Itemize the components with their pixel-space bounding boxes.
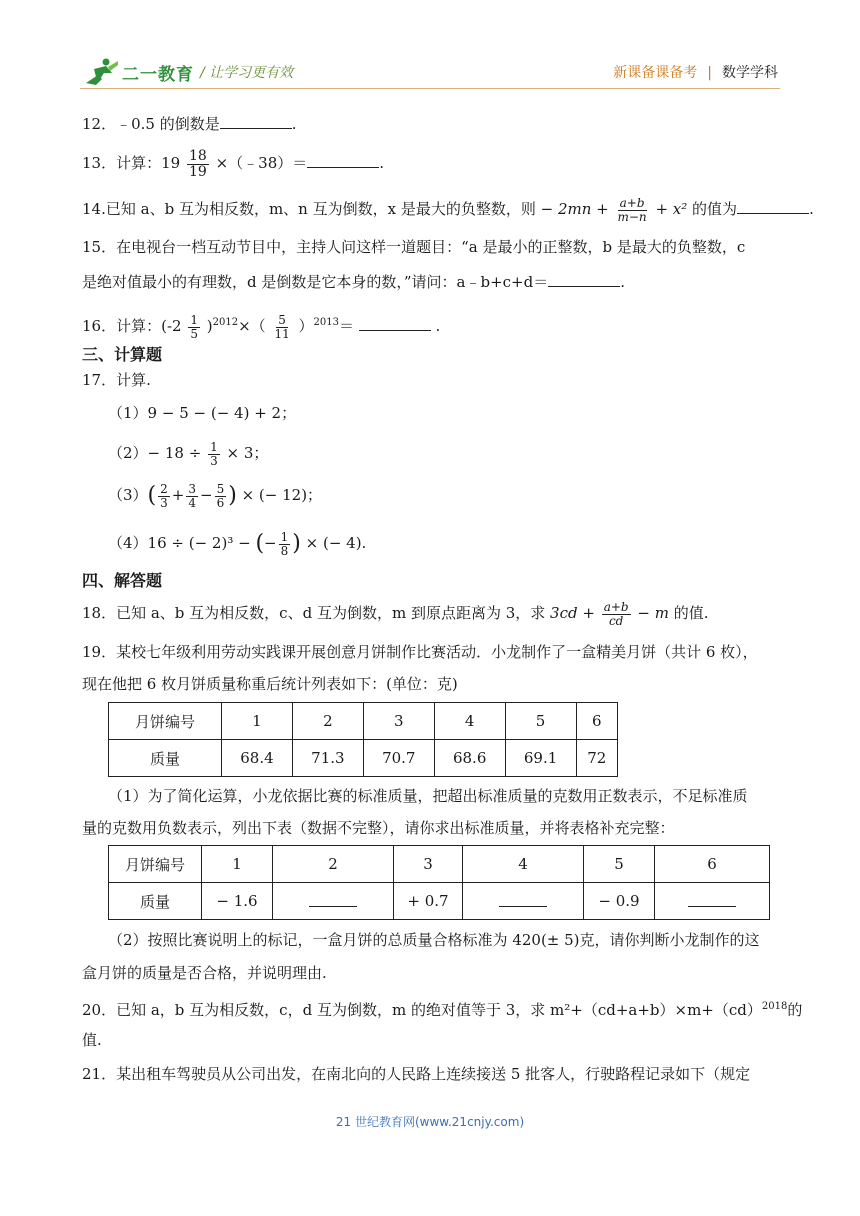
q21-number: 21． xyxy=(82,1065,117,1083)
table-cell: 月饼编号 xyxy=(109,703,222,740)
q16-mid3: ） xyxy=(298,317,314,335)
question-17 xyxy=(82,370,151,390)
answer-blank[interactable] xyxy=(688,892,736,907)
section-4-heading: 四、解答题 xyxy=(82,571,163,590)
q17-item-3-f2d: 4 xyxy=(188,495,196,510)
q17-item-3-f1d: 3 xyxy=(160,495,168,510)
table-row xyxy=(109,883,770,920)
q19-p2-line1: （2）按照比赛说明上的标记，一盒月饼的总质量合格标准为 420(± 5)克，请你判断小龙制作的这 xyxy=(108,931,760,949)
q16-exp2: 2013 xyxy=(313,317,339,328)
q17-item-1 xyxy=(108,403,296,423)
section-3-heading: 三、计算题 xyxy=(82,345,163,364)
logo xyxy=(84,57,194,87)
q16-exp1: 2012 xyxy=(212,317,239,328)
table-cell: 4 xyxy=(463,846,584,883)
q17-item-2 xyxy=(108,436,268,470)
q15-number: 15． xyxy=(82,238,117,256)
q14-frac-num: a+b xyxy=(619,195,645,210)
question-12 xyxy=(82,112,297,134)
table-row xyxy=(109,703,618,740)
q18-frac-num: a+b xyxy=(603,599,629,614)
table-cell: 70.7 xyxy=(363,740,434,777)
q14-number: 14. xyxy=(82,200,106,218)
q17-number: 17． xyxy=(82,371,117,389)
header-right xyxy=(613,62,778,82)
q19-p2-line2: 盒月饼的质量是否合格，并说明理由. xyxy=(82,964,327,982)
table-cell: 5 xyxy=(505,703,576,740)
q17-item-3-op1: + xyxy=(171,486,185,504)
q17-item-4-label: （4） xyxy=(108,534,148,552)
table-cell: − 0.9 xyxy=(584,883,655,920)
table-cell: 2 xyxy=(292,703,363,740)
q16-f1-num: 1 xyxy=(190,312,198,327)
q16-post: ＝ xyxy=(338,317,354,335)
table-cell: 6 xyxy=(655,846,770,883)
question-19-cont xyxy=(82,674,458,694)
q16-mid1: ) xyxy=(206,317,213,335)
question-16 xyxy=(82,306,440,343)
slogan: / 让学习更有效 xyxy=(200,65,294,81)
table-cell: 69.1 xyxy=(505,740,576,777)
question-15-cont xyxy=(82,270,625,292)
q17-item-1-label: （1） xyxy=(108,404,148,422)
q15-line1: 在电视台一档互动节目中，主持人问这样一道题目：“a 是最小的正整数，b 是最大的负整数，c xyxy=(116,238,746,256)
table-cell: 月饼编号 xyxy=(109,846,202,883)
table-cell: 质量 xyxy=(109,740,222,777)
answer-blank[interactable] xyxy=(309,892,357,907)
q17-item-3-frac-1 xyxy=(158,483,170,510)
q16-number: 16． xyxy=(82,317,117,335)
q14-answer-blank[interactable] xyxy=(737,197,809,214)
q16-answer-blank[interactable] xyxy=(359,314,431,331)
q16-f2-num: 5 xyxy=(278,312,286,327)
table-cell: 6 xyxy=(576,703,617,740)
table-row xyxy=(109,846,770,883)
q17-item-4-fn: 1 xyxy=(280,529,289,544)
q14-expr-a: − 2mn + xyxy=(540,200,609,218)
q18-number: 18． xyxy=(82,604,117,622)
q14-fraction xyxy=(616,197,649,224)
q17-item-3-f1n: 2 xyxy=(160,481,168,496)
table-row xyxy=(109,740,618,777)
mooncake-mass-table xyxy=(108,702,618,777)
question-14 xyxy=(82,192,814,226)
q13-post: ×（﹣38）＝ xyxy=(215,154,308,172)
q13-frac-num: 18 xyxy=(188,147,207,164)
question-13 xyxy=(82,146,384,180)
q15-answer-blank[interactable] xyxy=(548,270,620,287)
table-cell: 1 xyxy=(222,703,293,740)
question-20 xyxy=(82,997,802,1020)
q13-frac-den: 19 xyxy=(188,163,207,180)
q17-item-3-frac-3 xyxy=(215,483,227,510)
q21-line1: 某出租车驾驶员从公司出发，在南北向的人民路上连续接送 5 批客人，行驶路程记录如下（规定 xyxy=(116,1065,751,1083)
q16-mid2: ×（ xyxy=(238,317,266,335)
q19-line1: 某校七年级利用劳动实践课开展创意月饼制作比赛活动．小龙制作了一盒精美月饼（共计 6 枚）， xyxy=(116,643,758,661)
table-cell-blank[interactable] xyxy=(655,883,770,920)
q17-item-3-frac-2 xyxy=(186,483,198,510)
q12-end: . xyxy=(291,115,297,133)
q17-item-2-post: × 3； xyxy=(226,444,269,462)
q18-frac-den: cd xyxy=(608,613,624,628)
question-21 xyxy=(82,1064,750,1084)
table-cell: 4 xyxy=(434,703,505,740)
q17-item-3-f2n: 3 xyxy=(188,481,196,496)
q15-end: . xyxy=(620,273,626,291)
q19-part2-cont xyxy=(82,963,327,983)
q16-f2-den: 11 xyxy=(274,326,290,341)
q19-part2 xyxy=(108,930,760,950)
q18-expr-a: 3cd + xyxy=(550,604,595,622)
q12-number: 12． xyxy=(82,115,117,133)
q13-fraction xyxy=(187,149,209,180)
table-cell: + 0.7 xyxy=(394,883,463,920)
table-cell-blank[interactable] xyxy=(273,883,394,920)
table-cell: 5 xyxy=(584,846,655,883)
q16-f1-den: 5 xyxy=(190,326,198,341)
q17-item-3-f3n: 5 xyxy=(216,481,225,496)
q17-item-3: （3）( $\frac{2}{3}$ + $\frac{3}{4}$ − $\frac{5}{6}$ ) × (− 12)； xyxy=(108,481,323,510)
q15-line2: 是绝对值最小的有理数，d 是倒数是它本身的数，”请问：a﹣b+c+d＝ xyxy=(82,273,549,291)
q17-item-2-fraction xyxy=(208,441,220,468)
q17-item-4-post: × (− 4). xyxy=(305,534,367,552)
q17-item-3-op2: − xyxy=(200,486,213,504)
q16-end: . xyxy=(435,317,441,335)
table-cell: 3 xyxy=(394,846,463,883)
footer: 21 世纪教育网(www.21cnjy.com) xyxy=(335,1115,525,1129)
q19-part1-cont xyxy=(82,818,675,838)
q18-post: 的值. xyxy=(673,604,709,622)
q16-fraction-1 xyxy=(188,314,200,341)
q16-fraction-2 xyxy=(272,314,291,341)
q13-pre: 计算：19 xyxy=(116,154,181,172)
q17-item-3-f3d: 6 xyxy=(216,495,225,510)
table-cell: 72 xyxy=(576,740,617,777)
q17-item-4-fraction xyxy=(279,531,291,558)
q12-answer-blank[interactable] xyxy=(220,112,292,129)
table-cell: 71.3 xyxy=(292,740,363,777)
q13-number: 13． xyxy=(82,154,117,172)
q20-exp: 2018 xyxy=(761,1001,788,1012)
question-20-cont xyxy=(82,1030,102,1050)
question-18 xyxy=(82,596,709,630)
q14-post: 的值为 xyxy=(692,200,738,218)
q13-end: . xyxy=(379,154,385,172)
table-cell: 2 xyxy=(273,846,394,883)
q17-item-4-fd: 8 xyxy=(280,543,289,558)
q14-expr-b: + x² xyxy=(655,200,688,218)
q17-item-4-pre: 16 ÷ (− 2)³ − xyxy=(147,534,251,552)
question-19 xyxy=(82,642,758,662)
q17-item-4: （4）16 ÷ (− 2)³ − (− $\frac{1}{8}$ ) × (− 4). xyxy=(108,529,367,558)
table-cell: − 1.6 xyxy=(202,883,273,920)
q14-pre: 已知 a、b 互为相反数，m、n 互为倒数，x 是最大的负整数，则 xyxy=(105,200,536,218)
q19-p1-line1: （1）为了简化运算，小龙依据比赛的标准质量，把超出标准质量的克数用正数表示，不足标准质 xyxy=(108,787,748,805)
table-cell: 68.4 xyxy=(222,740,293,777)
q17-item-2-frac-num: 1 xyxy=(210,439,218,454)
q17-item-2-pre: − 18 ÷ xyxy=(147,444,202,462)
q18-fraction xyxy=(602,601,631,628)
header-separator: | xyxy=(707,65,712,81)
q14-frac-den: m−n xyxy=(617,209,647,224)
header-divider xyxy=(80,88,780,89)
table-cell: 3 xyxy=(363,703,434,740)
q20-line1: 已知 a，b 互为相反数，c，d 互为倒数，m 的绝对值等于 3，求 m²+（cd+a+b）×m+（cd） xyxy=(116,1001,762,1019)
q16-pre: 计算：(-2 xyxy=(116,317,182,335)
table-cell: 质量 xyxy=(109,883,202,920)
q18-pre: 已知 a、b 互为相反数，c、d 互为倒数，m 到原点距离为 3，求 xyxy=(116,604,546,622)
q19-part1 xyxy=(108,786,748,806)
q19-line2: 现在他把 6 枚月饼质量称重后统计列表如下：(单位：克) xyxy=(82,675,458,693)
q17-item-1-expr: 9 − 5 − (− 4) + 2； xyxy=(147,404,297,422)
answer-blank[interactable] xyxy=(499,892,547,907)
q19-number: 19． xyxy=(82,643,117,661)
logo-text: 二一教育 xyxy=(122,64,194,85)
header-course-label: 新课备课备考 xyxy=(613,65,698,81)
header-subject-label: 数学学科 xyxy=(722,65,778,81)
q17-title: 计算. xyxy=(116,371,151,389)
q17-item-2-label: （2） xyxy=(108,444,148,462)
q18-expr-b: − m xyxy=(637,604,669,622)
table-cell-blank[interactable] xyxy=(463,883,584,920)
q17-item-3-label: （3） xyxy=(108,486,148,504)
mooncake-deviation-table xyxy=(108,845,770,920)
q13-answer-blank[interactable] xyxy=(307,151,379,168)
question-15 xyxy=(82,237,745,257)
q20-line1-end: 的 xyxy=(787,1001,803,1019)
q12-text: ﹣0.5 的倒数是 xyxy=(116,115,220,133)
runner-logo-icon xyxy=(84,57,120,87)
q17-item-2-frac-den: 3 xyxy=(210,453,218,468)
q17-item-3-post: × (− 12)； xyxy=(241,486,323,504)
table-cell: 1 xyxy=(202,846,273,883)
q20-number: 20． xyxy=(82,1001,117,1019)
q20-line2: 值. xyxy=(82,1031,102,1049)
q14-end: . xyxy=(809,200,814,218)
q19-p1-line2: 量的克数用负数表示，列出下表（数据不完整），请你求出标准质量，并将表格补充完整： xyxy=(82,819,675,837)
table-cell: 68.6 xyxy=(434,740,505,777)
